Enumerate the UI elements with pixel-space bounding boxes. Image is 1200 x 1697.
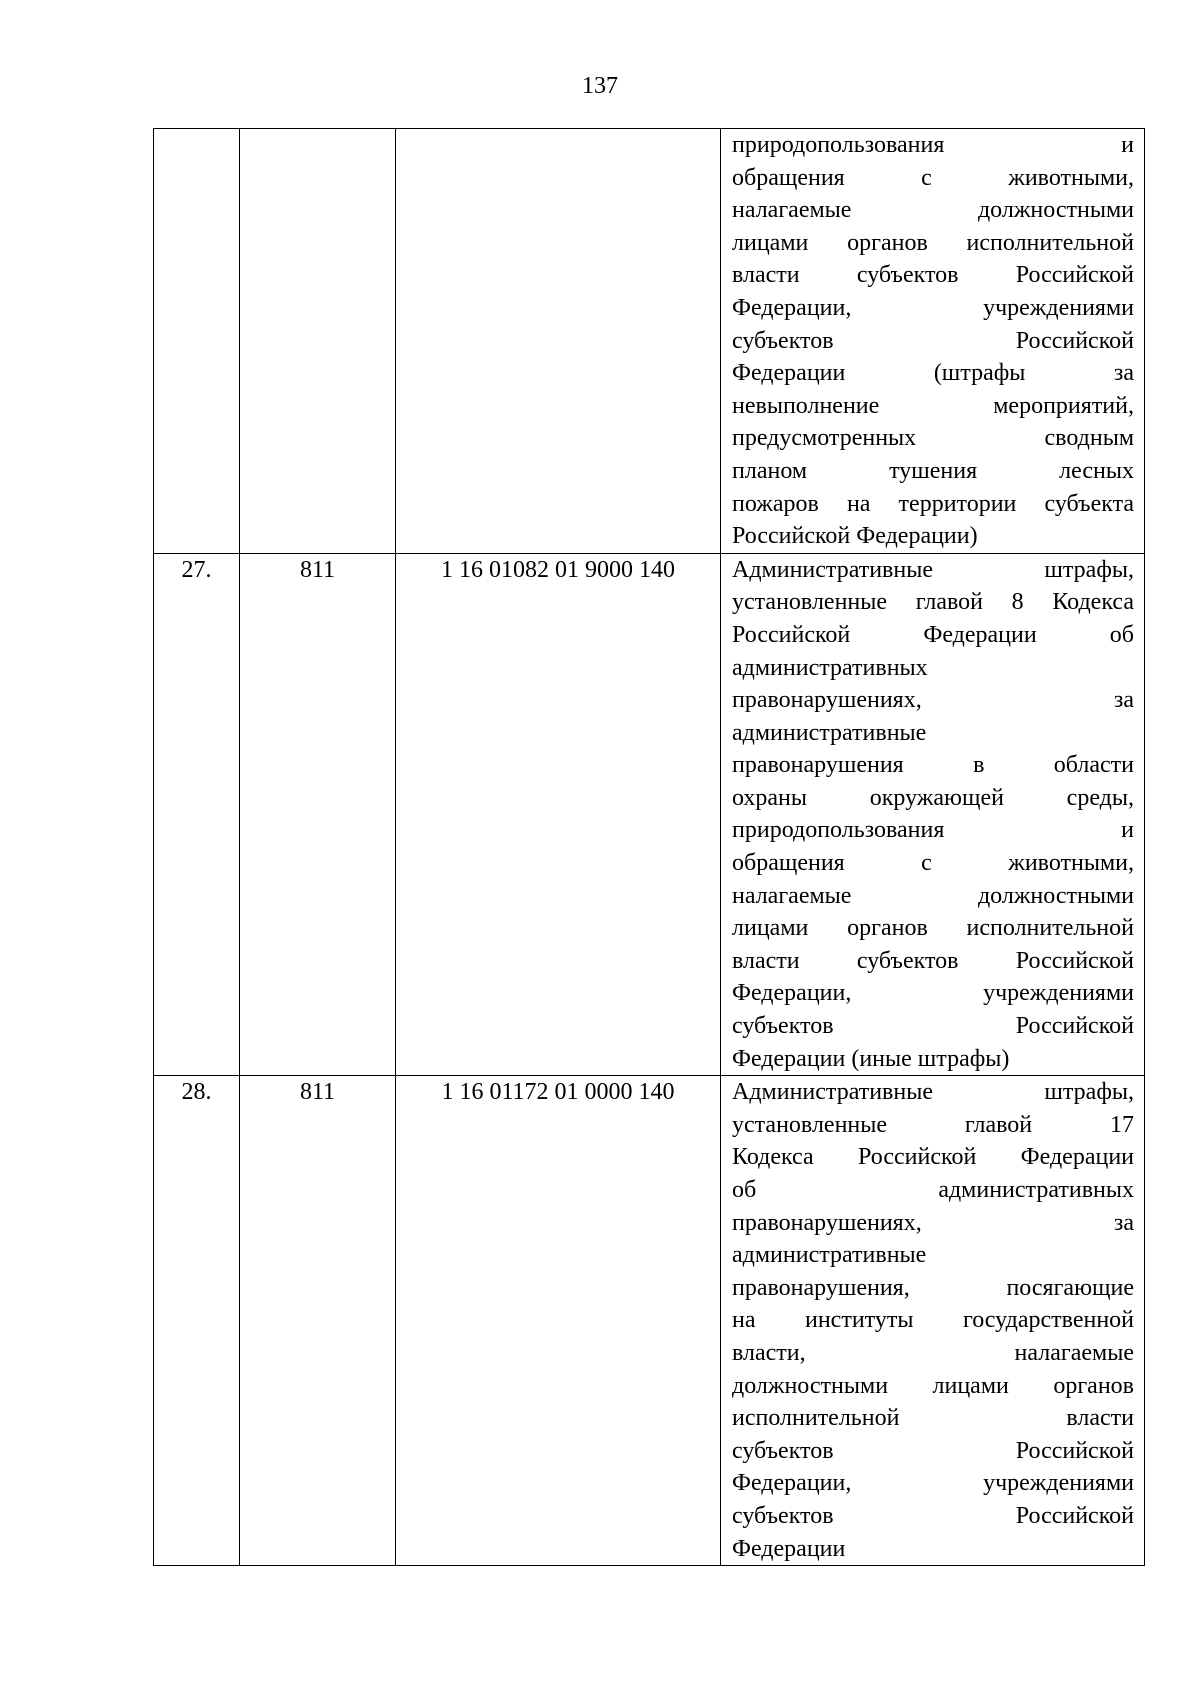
description-line: планом тушения лесных [732, 457, 1134, 484]
description-line: Федерации [732, 1535, 846, 1562]
description-line: Федерации, учреждениями [732, 1470, 1134, 1497]
description-line: правонарушения, посягающие [732, 1274, 1134, 1301]
description-cell [721, 553, 1145, 1076]
row-number-cell-text: 28. [181, 1079, 212, 1106]
description-line: Кодекса Российской Федерации [732, 1144, 1134, 1171]
description-line: природопользования и [732, 132, 1134, 158]
description-line: исполнительной власти [732, 1405, 1134, 1432]
budget-code-cell-text: 1 16 01082 01 9000 140 [441, 556, 675, 583]
description-line: пожаров на территории субъекта [732, 490, 1134, 517]
row-number-cell-text: 27. [181, 556, 212, 583]
admin-code-cell [240, 553, 396, 1076]
description-line: должностными лицами органов [732, 1372, 1134, 1399]
page-number: 137 [582, 73, 618, 99]
description-text [721, 554, 1144, 1076]
table-row [154, 1076, 1145, 1566]
description-line: власти субъектов Российской [732, 947, 1134, 974]
budget-code-cell [396, 1076, 721, 1566]
description-line: Федерации, учреждениями [732, 980, 1134, 1007]
description-cell [721, 1076, 1145, 1566]
description-cell [721, 129, 1145, 554]
description-line: охраны окружающей среды, [732, 784, 1134, 811]
description-line: власти субъектов Российской [732, 262, 1134, 289]
description-line: предусмотренных сводным [732, 425, 1134, 452]
description-line: Административные штрафы, [732, 556, 1134, 583]
budget-code-cell [396, 129, 721, 554]
description-line: налагаемые должностными [732, 197, 1134, 224]
description-line: Федерации (иные штрафы) [732, 1045, 1010, 1072]
description-line: субъектов Российской [732, 1013, 1134, 1040]
table-row [154, 553, 1145, 1076]
description-line: Административные штрафы, [732, 1079, 1134, 1106]
budget-code-cell [396, 553, 721, 1076]
description-line: установленные главой 8 Кодекса [732, 589, 1134, 616]
description-line: субъектов Российской [732, 327, 1134, 354]
row-number-cell [154, 553, 240, 1076]
budget-code-cell-text: 1 16 01172 01 0000 140 [441, 1079, 675, 1106]
description-line: на институты государственной [732, 1307, 1134, 1334]
revenue-codes-table [153, 128, 1145, 1566]
description-line: правонарушения в области [732, 752, 1134, 779]
admin-code-cell [240, 129, 396, 554]
row-number-cell [154, 129, 240, 554]
table-body [154, 129, 1145, 1566]
description-line: обращения с животными, [732, 164, 1134, 191]
description-line: Российской Федерации) [732, 523, 978, 550]
description-line: природопользования и [732, 817, 1134, 844]
description-line: лицами органов исполнительной [732, 915, 1134, 942]
description-text [721, 1076, 1144, 1565]
description-line: правонарушениях, за [732, 687, 1134, 714]
description-line: невыполнение мероприятий, [732, 392, 1134, 419]
admin-code-cell [240, 1076, 396, 1566]
description-line: Федерации, учреждениями [732, 294, 1134, 321]
description-line: Российской Федерации об [732, 621, 1134, 648]
description-line: обращения с животными, [732, 850, 1134, 877]
table-row [154, 129, 1145, 554]
row-number-cell [154, 1076, 240, 1566]
description-line: субъектов Российской [732, 1502, 1134, 1529]
description-line: об административных [732, 1177, 1134, 1203]
description-line: установленные главой 17 [732, 1111, 1134, 1138]
admin-code-cell-text: 811 [299, 1079, 336, 1106]
description-line: правонарушениях, за [732, 1209, 1134, 1236]
description-line: субъектов Российской [732, 1437, 1134, 1464]
admin-code-cell-text: 811 [299, 556, 336, 583]
description-line: административных [732, 654, 928, 681]
description-line: административные [732, 719, 927, 746]
description-line: власти, налагаемые [732, 1339, 1134, 1366]
description-line: Федерации (штрафы за [732, 360, 1134, 387]
description-text [721, 129, 1144, 553]
description-line: лицами органов исполнительной [732, 229, 1134, 256]
description-line: налагаемые должностными [732, 882, 1134, 909]
description-line: административные [732, 1242, 927, 1269]
